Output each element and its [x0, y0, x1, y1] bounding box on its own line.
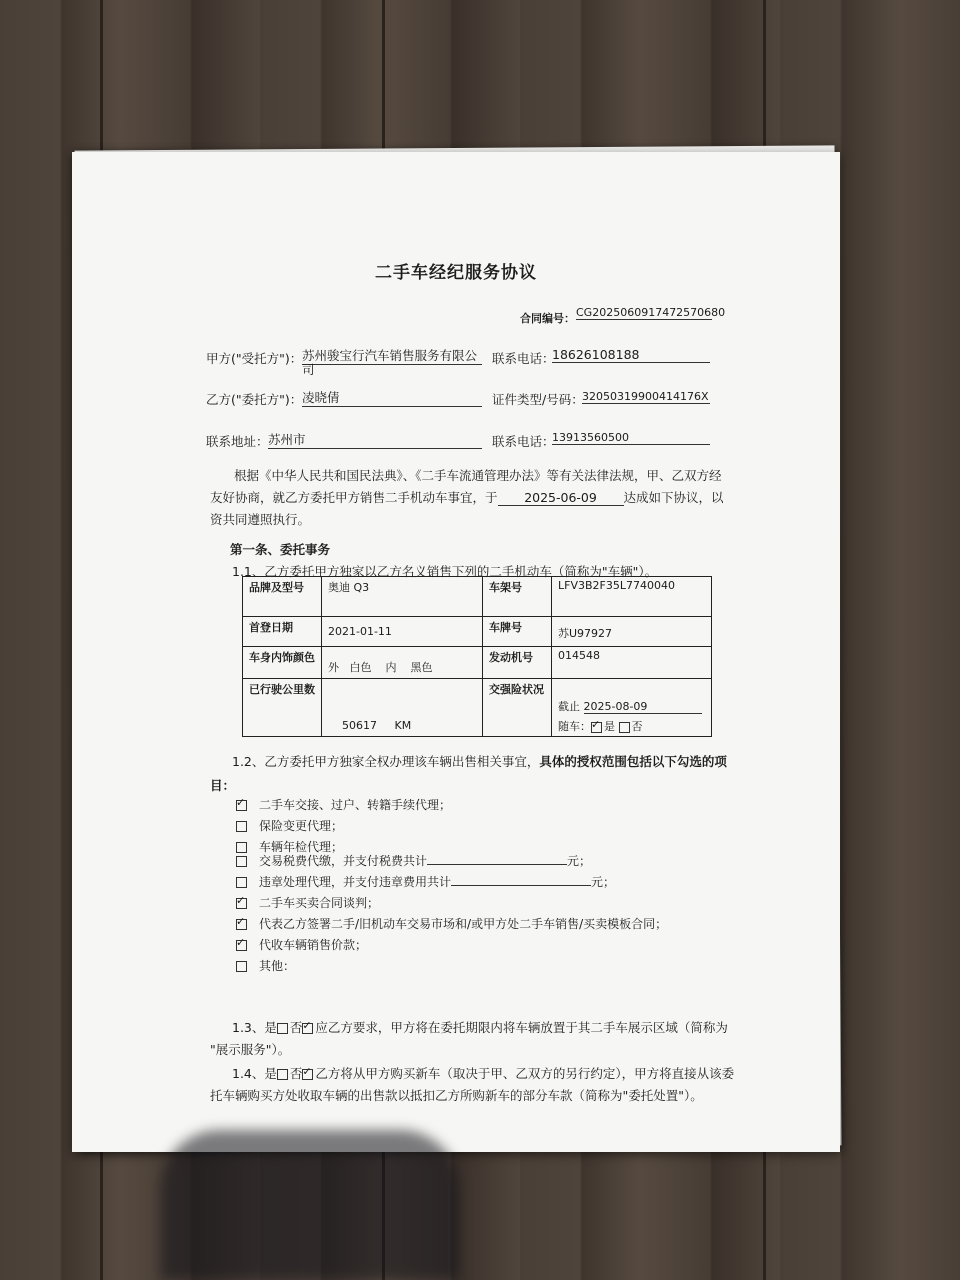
until-label: 截止: [558, 700, 580, 713]
item-checkbox[interactable]: [236, 800, 247, 811]
clause-1-3-yes: 1.3、是: [232, 1020, 277, 1035]
yes-label: 是: [604, 720, 615, 733]
clause-1-3: [232, 1018, 728, 1036]
item-label: 其他：: [259, 959, 296, 973]
color-value: [322, 647, 483, 679]
mileage-value: [322, 679, 483, 737]
plate-label: 车牌号: [483, 617, 552, 647]
color-label: 车身内饰颜色: [243, 647, 322, 679]
clause-1-4-yes-checkbox[interactable]: [277, 1069, 288, 1080]
address-label: 联系地址：: [206, 434, 269, 449]
item-checkbox[interactable]: [236, 919, 247, 930]
tax-amount-field[interactable]: [427, 852, 567, 865]
insurance-until: [558, 698, 705, 714]
engine-value: 014548: [552, 647, 712, 679]
clause-1-4-yes: 1.4、是: [232, 1066, 277, 1081]
vin-value: LFV3B2F35L7740040: [552, 577, 712, 617]
clause-1-3-yes-checkbox[interactable]: [277, 1023, 288, 1034]
item-7: [236, 915, 667, 932]
item-suffix: 元；: [591, 875, 616, 889]
clause-1-3-no-checkbox[interactable]: [302, 1023, 313, 1034]
item-4: [236, 852, 591, 869]
color-inner-label: 内: [385, 661, 397, 674]
intro-text: 友好协商，就乙方委托甲方销售二手机动车事宜，于: [210, 490, 498, 505]
item-label: 二手车交接、过户、转籍手续代理；: [259, 798, 452, 812]
intro-date: 2025-06-09: [498, 490, 624, 506]
insurance-until-date: 2025-08-09: [584, 700, 702, 714]
clause-1-3-no: 否: [289, 1020, 303, 1035]
item-label: 车辆年检代理；: [259, 840, 344, 854]
clause-1-4-no-checkbox[interactable]: [302, 1069, 313, 1080]
intro-line-3: 资共同遵照执行。: [210, 512, 311, 527]
item-6: [236, 894, 379, 911]
violation-amount-field[interactable]: [451, 873, 591, 886]
party-a-name: 苏州骏宝行汽车销售服务有限公: [302, 346, 482, 365]
no-checkbox[interactable]: [619, 722, 630, 733]
clause-1-2-tail: 目：: [210, 778, 236, 793]
item-label: 违章处理代理，并支付违章费用共计: [259, 875, 452, 889]
contract-page: [72, 152, 840, 1152]
brand-value: 奥迪 Q3: [322, 577, 483, 617]
party-b-phone: 13913560500: [552, 431, 710, 445]
party-a-label: 甲方("受托方")：: [206, 351, 303, 366]
item-label: 交易税费代缴，并支付税费共计: [259, 854, 428, 868]
clause-1-2-bold: 具体的授权范围包括以下勾选的项: [539, 754, 727, 769]
color-inner: 黑色: [410, 661, 433, 674]
clause-1-4: [232, 1064, 734, 1082]
item-9: [236, 957, 295, 974]
brand-label: 品牌及型号: [243, 577, 322, 617]
contract-number-label: 合同编号：: [520, 312, 575, 325]
document-title: 二手车经纪服务协议: [375, 263, 537, 283]
clause-1-1: 1.1、乙方委托甲方独家以乙方名义销售下列的二手机动车（简称为"车辆"）。: [232, 564, 658, 579]
item-suffix: 元；: [567, 854, 592, 868]
mileage-number: 50617: [342, 719, 377, 732]
mileage-unit: KM: [394, 719, 412, 732]
intro-line-1: 根据《中华人民共和国民法典》、《二手车流通管理办法》等有关法律法规，甲、乙双方经: [234, 468, 722, 483]
no-label: 否: [631, 720, 643, 733]
item-checkbox[interactable]: [236, 961, 247, 972]
color-outer: 白色: [349, 661, 372, 674]
color-outer-label: 外: [328, 661, 339, 674]
item-checkbox[interactable]: [236, 821, 247, 832]
reg-date-value: 2021-01-11: [322, 617, 483, 647]
item-checkbox[interactable]: [236, 898, 247, 909]
item-label: 保险变更代理；: [259, 819, 344, 833]
address: 苏州市: [268, 430, 482, 449]
with-car-row: [558, 718, 705, 734]
party-a-phone-label: 联系电话：: [492, 351, 555, 366]
reg-date-label: 首登日期: [243, 617, 322, 647]
intro-line-2: [210, 488, 724, 506]
yes-checkbox[interactable]: [591, 722, 602, 733]
vin-label: 车架号: [483, 577, 552, 617]
party-b-phone-label: 联系电话：: [492, 434, 555, 449]
item-1: [236, 796, 451, 813]
contract-number: CG2025060917472570680: [576, 306, 726, 319]
vehicle-table: [242, 576, 712, 737]
insurance-value: [552, 679, 712, 737]
hand-shadow: [160, 1130, 460, 1280]
section-heading: 第一条、委托事务: [230, 542, 331, 557]
item-checkbox[interactable]: [236, 856, 247, 867]
clause-1-4-text: 乙方将从甲方购买新车（取决于甲、乙双方的另行约定），甲方将直接从该委: [315, 1066, 735, 1081]
mileage-label: 已行驶公里数: [243, 679, 322, 737]
item-label: 代收车辆销售价款；: [259, 938, 368, 952]
item-2: [236, 817, 343, 834]
insurance-label: 交强险状况: [483, 679, 552, 737]
plate-value: 苏U97927: [552, 617, 712, 647]
party-b-name: 凌晓倩: [302, 388, 482, 407]
id-value: 32050319900414176X: [582, 390, 709, 403]
with-car-label: 随车：: [558, 720, 591, 733]
engine-label: 发动机号: [483, 647, 552, 679]
clause-1-2-text: 1.2、乙方委托甲方独家全权办理该车辆出售相关事宜，: [232, 754, 540, 769]
clause-1-2: [232, 752, 727, 770]
item-checkbox[interactable]: [236, 877, 247, 888]
clause-1-3-tail: "展示服务"）。: [210, 1042, 291, 1057]
clause-1-3-text: 应乙方要求，甲方将在委托期限内将车辆放置于其二手车展示区域（简称为: [315, 1020, 728, 1035]
clause-1-4-no: 否: [289, 1066, 303, 1081]
item-8: [236, 936, 367, 953]
party-a-name-wrap: 司: [302, 362, 315, 377]
party-a-phone: 18626108188: [552, 347, 710, 363]
intro-text-tail: 达成如下协议，以: [623, 490, 724, 505]
clause-1-4-tail: 托车辆购买方处收取车辆的出售款以抵扣乙方所购新车的部分车款（简称为"委托处置"）。: [210, 1088, 703, 1103]
item-label: 代表乙方签署二手/旧机动车交易市场和/或甲方处二手车销售/买卖模板合同；: [259, 917, 668, 931]
id-label: 证件类型/号码：: [492, 392, 584, 407]
item-checkbox[interactable]: [236, 940, 247, 951]
item-5: [236, 873, 615, 890]
item-label: 二手车买卖合同谈判；: [259, 896, 380, 910]
party-b-label: 乙方("委托方")：: [206, 392, 303, 407]
